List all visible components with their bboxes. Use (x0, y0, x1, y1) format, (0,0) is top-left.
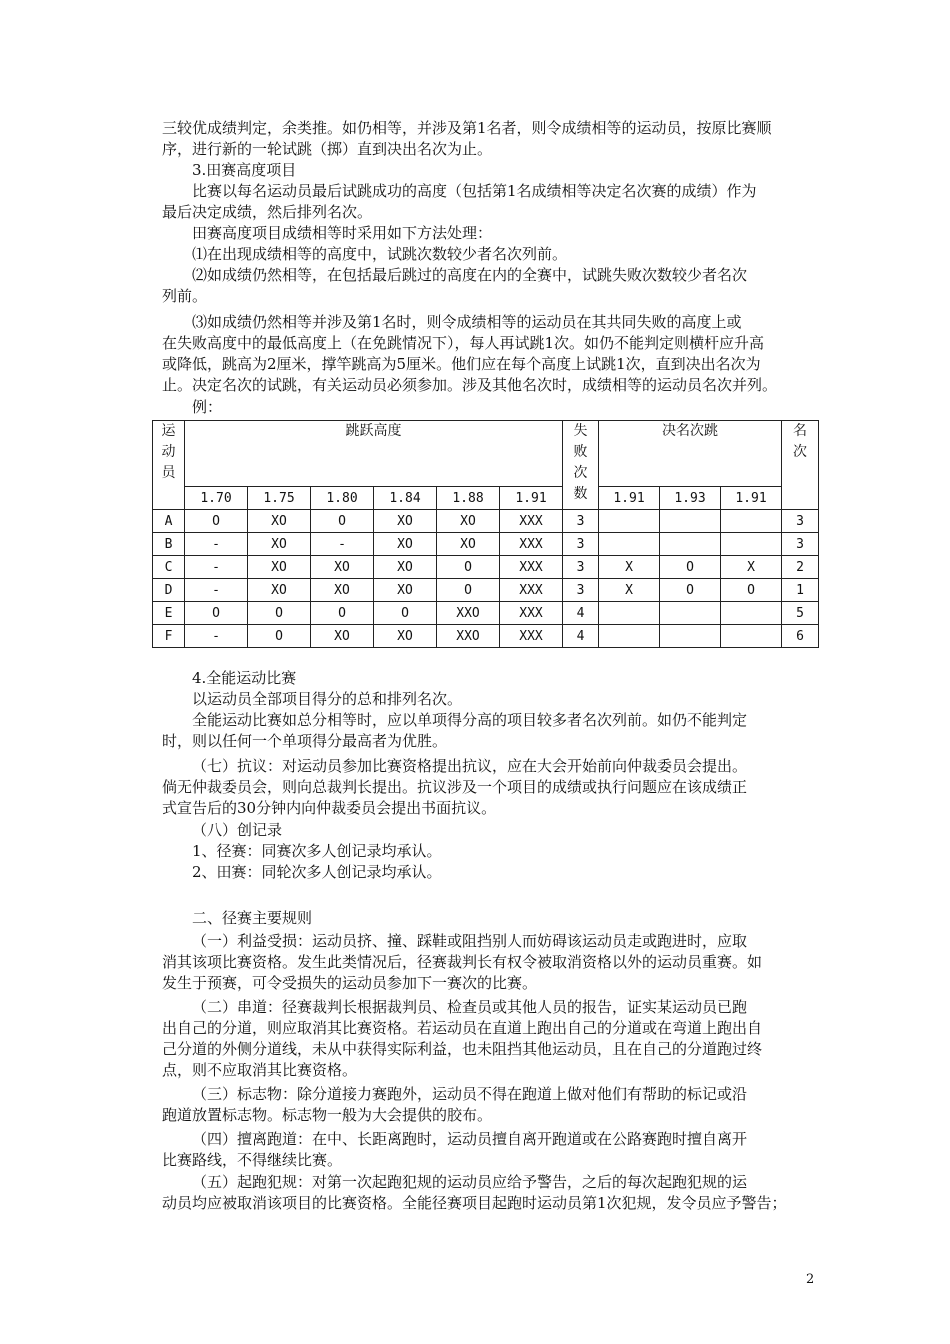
mark-cell: - (185, 556, 248, 579)
mark-cell: O (248, 625, 311, 648)
paragraph-line: 最后决定成绩，然后排列名次。 (162, 203, 373, 221)
athlete-cell: A (153, 510, 185, 533)
mark-cell: XO (374, 579, 437, 602)
paragraph-line: ⑶如成绩仍然相等并涉及第1名时，则令成绩相等的运动员在其共同失败的高度上或 (192, 313, 742, 331)
mark-cell: XO (374, 556, 437, 579)
rank-cell: 2 (782, 556, 819, 579)
jumpoff-cell (660, 625, 721, 648)
fail-count-cell: 3 (563, 510, 599, 533)
height-cell: 1.88 (437, 487, 500, 510)
fail-count-cell: 3 (563, 579, 599, 602)
mark-cell: XO (311, 579, 374, 602)
athlete-header: 运 动 员 (153, 421, 185, 510)
paragraph-line: 1、径赛：同赛次多人创记录均承认。 (192, 842, 442, 860)
jumpoff-cell (660, 533, 721, 556)
height-cell: 1.84 (374, 487, 437, 510)
mark-cell: XO (437, 510, 500, 533)
jumpoff-cell (660, 602, 721, 625)
mark-cell: O (185, 602, 248, 625)
mark-cell: XO (248, 556, 311, 579)
jumpoff-cell: X (721, 556, 782, 579)
paragraph-line: 或降低，跳高为2厘米，撑竿跳高为5厘米。他们应在每个高度上试跳1次，直到决出名次为 (162, 355, 761, 373)
paragraph-line: （三）标志物：除分道接力赛跑外，运动员不得在跑道上做对他们有帮助的标记或沿 (192, 1085, 748, 1103)
mark-cell: XXX (500, 625, 563, 648)
mark-cell: XO (248, 533, 311, 556)
jumpoff-cell (721, 510, 782, 533)
paragraph-line: 以运动员全部项目得分的总和排列名次。 (192, 690, 463, 708)
mark-cell: XO (437, 533, 500, 556)
paragraph-line: 2、田赛：同轮次多人创记录均承认。 (192, 863, 442, 881)
mark-cell: XXX (500, 579, 563, 602)
rank-cell: 1 (782, 579, 819, 602)
table-row (153, 602, 819, 625)
paragraph-line: 全能运动比赛如总分相等时，应以单项得分高的项目较多者名次列前。如仍不能判定 (192, 711, 748, 729)
section-heading: 4.全能运动比赛 (192, 669, 297, 687)
fail-count-cell: 4 (563, 625, 599, 648)
results-table (152, 420, 819, 648)
jumpoff-header: 决名次跳 (599, 421, 782, 487)
athlete-cell: F (153, 625, 185, 648)
paragraph-line: 列前。 (162, 287, 208, 305)
mark-cell: XO (374, 510, 437, 533)
athlete-cell: B (153, 533, 185, 556)
mark-cell: - (185, 625, 248, 648)
paragraph-line: （四）擅离跑道：在中、长距离跑时，运动员擅自离开跑道或在公路赛跑时擅自离开 (192, 1130, 748, 1148)
paragraph-line: 跑道放置标志物。标志物一般为大会提供的胶布。 (162, 1106, 493, 1124)
paragraph-line: 式宣告后的30分钟内向仲裁委员会提出书面抗议。 (162, 799, 497, 817)
athlete-cell: C (153, 556, 185, 579)
mark-cell: XO (374, 625, 437, 648)
jumpoff-cell: O (721, 579, 782, 602)
jumpoff-cell (721, 625, 782, 648)
height-cell: 1.75 (248, 487, 311, 510)
rank-cell: 3 (782, 533, 819, 556)
paragraph-line: 点，则不应取消其比赛资格。 (162, 1061, 358, 1079)
result-rows (153, 510, 819, 648)
mark-cell: XO (374, 533, 437, 556)
jumpoff-cell (721, 533, 782, 556)
jumpoff-cell (599, 602, 660, 625)
jumpoff-height-cell: 1.93 (660, 487, 721, 510)
rank-header: 名 次 (782, 421, 819, 510)
paragraph-line: （二）串道：径赛裁判长根据裁判员、检查员或其他人员的报告，证实某运动员已跑 (192, 998, 748, 1016)
table-row (153, 533, 819, 556)
paragraph-line: 比赛路线，不得继续比赛。 (162, 1151, 343, 1169)
mark-cell: XXX (500, 533, 563, 556)
rank-cell: 3 (782, 510, 819, 533)
jumpoff-height-cell: 1.91 (599, 487, 660, 510)
section-heading: （八）创记录 (192, 821, 283, 839)
mark-cell: O (374, 602, 437, 625)
mark-cell: XXX (500, 510, 563, 533)
paragraph-line: 动员均应被取消该项目的比赛资格。全能径赛项目起跑时运动员第1次犯规，发令员应予警告； (162, 1194, 787, 1212)
jumpoff-cell (599, 625, 660, 648)
paragraph-line: （一）利益受损：运动员挤、撞、踩鞋或阻挡别人而妨碍该运动员走或跑进时，应取 (192, 932, 748, 950)
rank-cell: 5 (782, 602, 819, 625)
paragraph-line: 时，则以任何一个单项得分最高者为优胜。 (162, 732, 448, 750)
jumpoff-cell: X (599, 556, 660, 579)
jumpoff-cell (599, 510, 660, 533)
jump-height-header: 跳跃高度 (185, 421, 563, 487)
fail-count-cell: 4 (563, 602, 599, 625)
table-row (153, 510, 819, 533)
mark-cell: XXX (500, 556, 563, 579)
mark-cell: - (311, 533, 374, 556)
athlete-cell: E (153, 602, 185, 625)
mark-cell: O (248, 602, 311, 625)
paragraph-line: 在失败高度中的最低高度上（在免跳情况下），每人再试跳1次。如仍不能判定则横杆应升高 (162, 334, 765, 352)
fail-count-header: 失 败 次 数 (563, 421, 599, 510)
table-row (153, 579, 819, 602)
jumpoff-cell: X (599, 579, 660, 602)
height-cell: 1.80 (311, 487, 374, 510)
fail-count-cell: 3 (563, 556, 599, 579)
jumpoff-cell: O (660, 556, 721, 579)
jumpoff-cell: O (660, 579, 721, 602)
paragraph-line: 己分道的外侧分道线，未从中获得实际利益，也未阻挡其他运动员，且在自己的分道跑过终 (162, 1040, 763, 1058)
jumpoff-height-cell: 1.91 (721, 487, 782, 510)
page-number: 2 (806, 1272, 815, 1287)
height-cell: 1.70 (185, 487, 248, 510)
mark-cell: O (437, 556, 500, 579)
mark-cell: O (437, 579, 500, 602)
mark-cell: XO (311, 556, 374, 579)
paragraph-line: 序，进行新的一轮试跳（掷）直到决出名次为止。 (162, 140, 493, 158)
paragraph-line: 出自己的分道，则应取消其比赛资格。若运动员在直道上跑出自己的分道或在弯道上跑出自 (162, 1019, 763, 1037)
mark-cell: O (311, 602, 374, 625)
fail-count-cell: 3 (563, 533, 599, 556)
mark-cell: XXX (500, 602, 563, 625)
paragraph-line: 田赛高度项目成绩相等时采用如下方法处理： (192, 224, 493, 242)
section-heading: 3.田赛高度项目 (192, 161, 297, 179)
mark-cell: XXO (437, 625, 500, 648)
paragraph-line: ⑴在出现成绩相等的高度中，试跳次数较少者名次列前。 (192, 245, 568, 263)
jumpoff-cell (660, 510, 721, 533)
paragraph-line: 三较优成绩判定，余类推。如仍相等，并涉及第1名者，则令成绩相等的运动员，按原比赛顺 (162, 119, 772, 137)
mark-cell: O (311, 510, 374, 533)
mark-cell: O (185, 510, 248, 533)
mark-cell: XO (248, 579, 311, 602)
paragraph-line: 消其该项比赛资格。发生此类情况后，径赛裁判长有权令被取消资格以外的运动员重赛。如 (162, 953, 763, 971)
paragraph-line: 止。决定名次的试跳，有关运动员必须参加。涉及其他名次时，成绩相等的运动员名次并列。 (162, 376, 778, 394)
jumpoff-cell (599, 533, 660, 556)
example-label: 例： (192, 398, 223, 416)
paragraph-line: 比赛以每名运动员最后试跳成功的高度（包括第1名成绩相等决定名次赛的成绩）作为 (192, 182, 757, 200)
paragraph-line: 倘无仲裁委员会，则向总裁判长提出。抗议涉及一个项目的成绩或执行问题应在该成绩正 (162, 778, 748, 796)
rank-cell: 6 (782, 625, 819, 648)
paragraph-line: （五）起跑犯规：对第一次起跑犯规的运动员应给予警告，之后的每次起跑犯规的运 (192, 1173, 748, 1191)
jumpoff-cell (721, 602, 782, 625)
mark-cell: XO (311, 625, 374, 648)
height-cell: 1.91 (500, 487, 563, 510)
mark-cell: XO (248, 510, 311, 533)
mark-cell: XXO (437, 602, 500, 625)
paragraph-line: （七）抗议：对运动员参加比赛资格提出抗议，应在大会开始前向仲裁委员会提出。 (192, 757, 748, 775)
table-row (153, 625, 819, 648)
section-heading: 二、径赛主要规则 (192, 909, 313, 927)
mark-cell: - (185, 533, 248, 556)
athlete-cell: D (153, 579, 185, 602)
paragraph-line: 发生于预赛，可令受损失的运动员参加下一赛次的比赛。 (162, 974, 538, 992)
table-row (153, 556, 819, 579)
mark-cell: - (185, 579, 248, 602)
paragraph-line: ⑵如成绩仍然相等，在包括最后跳过的高度在内的全赛中，试跳失败次数较少者名次 (192, 266, 748, 284)
